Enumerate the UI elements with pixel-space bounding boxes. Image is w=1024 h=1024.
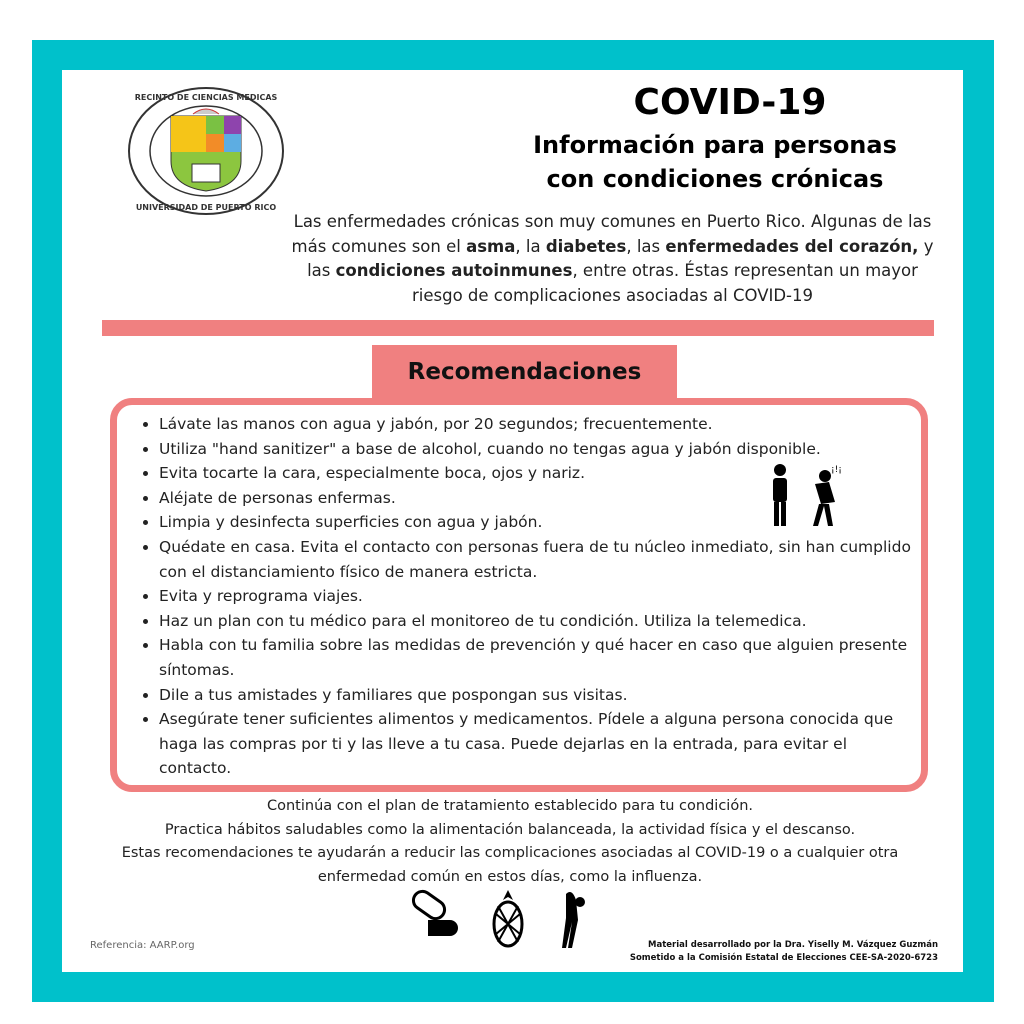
svg-text:UNIVERSIDAD DE PUERTO RICO: UNIVERSIDAD DE PUERTO RICO: [135, 203, 277, 212]
subtitle-line-2: con condiciones crónicas: [546, 165, 884, 193]
footer-line: Practica hábitos saludables como la alimentación balanceada, la actividad física y el descanso.: [164, 821, 856, 838]
svg-text:¡!¡: ¡!¡: [831, 465, 842, 475]
credit-line: Material desarrollado por la Dra. Yiselly M. Vázquez Guzmán: [648, 940, 938, 950]
list-item: • Limpia y desinfecta superficies con agua y jabón.: [159, 510, 919, 535]
footer-text: [100, 795, 920, 889]
credits: [620, 939, 938, 965]
footer-line: Continúa con el plan de tratamiento establecido para tu condición.: [266, 798, 753, 814]
list-item: • Dile a tus amistades y familiares que pospongan sus visitas.: [159, 683, 919, 708]
list-item: • Asegúrate tener suficientes alimentos y medicamentos. Pídele a alguna persona conocida que haga las compras por ti y las lleve a tu casa. Puede dejarlas en la entrada, para evitar el contacto.: [159, 707, 919, 781]
list-item: • Haz un plan con tu médico para el monitoreo de tu condición. Utiliza la telemedica.: [159, 609, 919, 634]
pineapple-icon: [494, 890, 522, 946]
footer-line: Estas recomendaciones te ayudarán a reducir las complicaciones asociadas al COVID-19 o a cualquier otra enfermedad común en estos días, como la influenza.: [121, 845, 899, 885]
reference-text: Referencia: AARP.org: [90, 940, 195, 951]
pills-icon: [410, 888, 458, 936]
subtitle: [490, 128, 940, 196]
subtitle-line-1: Información para personas: [533, 131, 897, 159]
divider-bar: [102, 320, 934, 336]
list-item: • Lávate las manos con agua y jabón, por 20 segundos; frecuentemente.: [159, 412, 919, 437]
list-item: • Quédate en casa. Evita el contacto con personas fuera de tu núcleo inmediato, sin han cumplido con el distanciamiento físico de manera estricta.: [159, 535, 919, 584]
recommendations-heading: Recomendaciones: [372, 345, 677, 399]
list-item: • Utiliza "hand sanitizer" a base de alcohol, cuando no tengas agua y jabón disponible.: [159, 437, 919, 462]
list-item: • Habla con tu familia sobre las medidas de prevención y qué hacer en caso que alguien presente síntomas.: [159, 633, 919, 682]
exercise-person-icon: [562, 892, 585, 948]
page-title: COVID-19: [633, 82, 827, 123]
university-seal-logo: [127, 86, 285, 216]
intro-paragraph: Las enfermedades crónicas son muy comunes en Puerto Rico. Algunas de las más comunes son el asma, la diabetes, las enfermedades del corazón, y las condiciones autoinmunes, entre otras. Éstas representan un mayor riesgo de complicaciones asociadas al COVID-19: [291, 212, 934, 305]
list-item: • Aléjate de personas enfermas.: [159, 486, 919, 511]
list-item: • Evita tocarte la cara, especialmente boca, ojos y nariz.: [159, 461, 919, 486]
svg-text:RECINTO DE CIENCIAS MEDICAS: RECINTO DE CIENCIAS MEDICAS: [134, 93, 278, 102]
sick-person-distance-icon: [765, 462, 855, 528]
list-item: • Evita y reprograma viajes.: [159, 584, 919, 609]
health-icons: [408, 888, 588, 950]
credit-line: Sometido a la Comisión Estatal de Elecciones CEE-SA-2020-6723: [629, 953, 938, 963]
